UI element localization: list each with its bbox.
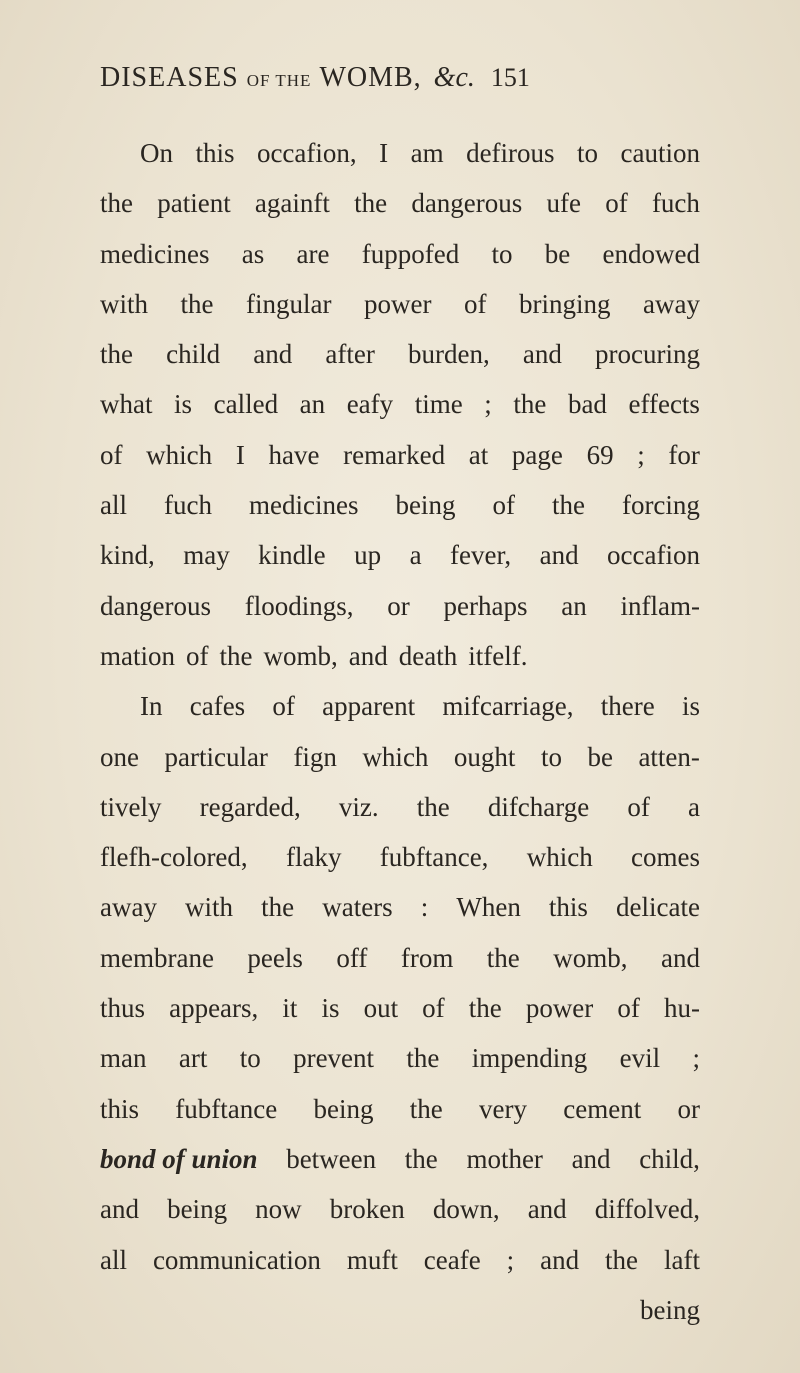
word: prevent — [293, 1043, 375, 1074]
word: for — [668, 439, 700, 470]
word: On — [140, 138, 173, 168]
text-line — [100, 430, 700, 480]
word: mifcarriage, — [442, 691, 574, 722]
word: regarded, — [199, 791, 301, 822]
word: effects — [628, 389, 700, 420]
text-line — [100, 480, 700, 530]
word: power — [364, 288, 432, 319]
word: mother — [466, 1143, 543, 1174]
word: from — [400, 942, 454, 973]
catchword — [100, 1285, 700, 1335]
word: now — [255, 1194, 302, 1225]
word: being — [313, 1093, 374, 1124]
word: ought — [453, 741, 516, 772]
word: there — [600, 691, 655, 722]
word: is — [321, 993, 340, 1024]
word: or — [677, 1093, 700, 1124]
text-line — [100, 983, 700, 1033]
word: broken — [329, 1194, 405, 1225]
header-title-of-the: OF THE — [246, 71, 312, 90]
text-line — [100, 128, 700, 178]
word: the — [486, 942, 520, 973]
word: away — [642, 288, 700, 319]
header-title-diseases: DISEASES — [100, 62, 239, 93]
word: ceafe — [423, 1244, 481, 1275]
word: diffolved, — [594, 1194, 700, 1225]
catchword-text: being — [640, 1294, 700, 1325]
word: of — [463, 288, 487, 319]
word: perhaps — [443, 590, 528, 621]
word: ufe — [546, 188, 581, 219]
text-line — [100, 1235, 700, 1285]
word: out — [363, 993, 399, 1024]
word: impending — [471, 1043, 588, 1074]
word: all — [100, 490, 127, 521]
text-line — [100, 530, 700, 580]
word: the — [219, 640, 253, 671]
word: fuch — [651, 188, 700, 219]
word: page — [511, 439, 563, 470]
word: medicines — [100, 238, 210, 269]
word: and — [100, 1194, 139, 1225]
word: and — [348, 640, 388, 671]
text-line — [100, 681, 700, 731]
word: the — [468, 993, 502, 1024]
word: the — [551, 490, 585, 521]
word: which — [362, 741, 429, 772]
word: to — [491, 238, 513, 269]
word: particular — [164, 741, 268, 772]
word: dangerous — [411, 188, 523, 219]
word: being — [167, 1194, 228, 1225]
word: what — [100, 389, 153, 420]
word: a — [409, 540, 422, 571]
word: hu- — [663, 993, 700, 1024]
word: defirous — [466, 138, 555, 168]
word: fingular — [246, 288, 332, 319]
word: fubftance, — [379, 842, 489, 873]
page-number: 151 — [490, 63, 530, 92]
word: procuring — [595, 339, 700, 370]
word: art — [178, 1043, 208, 1074]
word: of — [272, 691, 295, 722]
text-line — [100, 832, 700, 882]
word: flaky — [285, 842, 342, 873]
word: of — [605, 188, 628, 219]
word: to — [577, 138, 599, 168]
word: waters — [322, 892, 393, 923]
text-line — [100, 1134, 700, 1184]
word: the — [180, 288, 214, 319]
word: the — [404, 1143, 438, 1174]
word: mation — [100, 640, 175, 671]
word: ; — [506, 1244, 515, 1275]
word: an — [561, 590, 587, 621]
text-line — [100, 732, 700, 782]
word: the — [354, 188, 388, 219]
text-line — [100, 178, 700, 228]
word: be — [587, 741, 613, 772]
word: the — [605, 1244, 639, 1275]
word: forcing — [621, 490, 700, 521]
word: comes — [631, 842, 700, 873]
text-line — [100, 329, 700, 379]
word: with — [185, 892, 234, 923]
word: and — [660, 942, 700, 973]
word: off — [336, 942, 368, 973]
text-line — [100, 631, 700, 681]
word: which — [146, 439, 213, 470]
word: bad — [567, 389, 607, 420]
word: of — [186, 640, 209, 671]
body-text — [100, 128, 700, 1335]
word: itfelf. — [468, 640, 528, 671]
word: the — [100, 339, 133, 370]
word: apparent — [322, 691, 416, 722]
word: : — [420, 892, 429, 923]
text-line — [100, 581, 700, 631]
word: of — [100, 439, 123, 470]
word: fever, — [450, 540, 512, 571]
word: cafes — [189, 691, 246, 722]
word: the — [100, 188, 133, 219]
word: of — [422, 993, 445, 1024]
word: medicines — [248, 490, 359, 521]
word: tively — [100, 791, 162, 822]
word: and — [571, 1143, 611, 1174]
word: with — [100, 288, 149, 319]
word: child, — [639, 1143, 700, 1174]
word: endowed — [602, 238, 700, 269]
word: bond of union — [100, 1143, 258, 1174]
word: have — [268, 439, 320, 470]
word: againft — [254, 188, 330, 219]
word: at — [468, 439, 489, 470]
word: fubftance — [175, 1093, 278, 1124]
word: and — [527, 1194, 567, 1225]
word: being — [395, 490, 456, 521]
word: inflam- — [620, 590, 700, 621]
word: as — [241, 238, 265, 269]
text-line — [100, 379, 700, 429]
word: I — [379, 138, 389, 168]
word: communication — [152, 1244, 321, 1275]
word: and — [253, 339, 293, 370]
word: it — [282, 993, 298, 1024]
word: and — [539, 540, 579, 571]
word: down, — [432, 1194, 500, 1225]
word: womb, — [553, 942, 628, 973]
word: caution — [620, 138, 700, 168]
word: burden, — [408, 339, 490, 370]
word: this — [100, 1093, 140, 1124]
header-etc: &c. — [433, 62, 475, 93]
word: difcharge — [487, 791, 590, 822]
word: the — [409, 1093, 443, 1124]
word: atten- — [638, 741, 700, 772]
word: muft — [346, 1244, 398, 1275]
word: to — [540, 741, 562, 772]
word: am — [410, 138, 444, 168]
word: delicate — [616, 892, 700, 923]
running-header — [100, 62, 700, 112]
word: very — [479, 1093, 527, 1124]
word: ; — [637, 439, 645, 470]
word: thus — [100, 993, 146, 1024]
word: laft — [663, 1244, 700, 1275]
word: appears, — [169, 993, 259, 1024]
word: to — [239, 1043, 261, 1074]
header-title-womb: WOMB, — [319, 62, 422, 93]
word: or — [387, 590, 410, 621]
word: be — [544, 238, 571, 269]
word: after — [325, 339, 375, 370]
text-line — [100, 229, 700, 279]
word: and — [540, 1244, 580, 1275]
text-line — [100, 1084, 700, 1134]
word: remarked — [343, 439, 446, 470]
word: evil — [619, 1043, 661, 1074]
word: kind, — [100, 540, 155, 571]
word: child — [166, 339, 221, 370]
word: all — [100, 1244, 127, 1275]
word: power — [525, 993, 594, 1024]
word: an — [299, 389, 326, 420]
word: I — [235, 439, 245, 470]
word: bringing — [518, 288, 611, 319]
word: time — [414, 389, 463, 420]
word: and — [522, 339, 562, 370]
word: occafion — [607, 540, 700, 571]
word: this — [195, 138, 235, 168]
word: of — [627, 791, 650, 822]
word: peels — [247, 942, 303, 973]
word: death — [398, 640, 458, 671]
word: the — [513, 389, 547, 420]
word: ; — [692, 1043, 700, 1074]
word: eafy — [346, 389, 394, 420]
word: In — [140, 691, 163, 722]
word: viz. — [338, 791, 379, 822]
word: patient — [157, 188, 231, 219]
word: fuppofed — [361, 238, 460, 269]
text-line — [100, 782, 700, 832]
word: called — [213, 389, 279, 420]
text-line — [100, 1033, 700, 1083]
text-line — [100, 882, 700, 932]
word: one — [100, 741, 139, 772]
word: of — [617, 993, 640, 1024]
word: up — [354, 540, 382, 571]
word: this — [548, 892, 588, 923]
word: floodings, — [244, 590, 354, 621]
text-line — [100, 1184, 700, 1234]
word: the — [416, 791, 450, 822]
word: ; — [484, 389, 492, 420]
word: cement — [563, 1093, 642, 1124]
word: the — [406, 1043, 440, 1074]
word: is — [174, 389, 193, 420]
word: man — [100, 1043, 147, 1074]
word: womb, — [263, 640, 338, 671]
word: which — [526, 842, 593, 873]
word: 69 — [586, 439, 614, 470]
word: are — [296, 238, 330, 269]
word: may — [183, 540, 230, 571]
word: When — [456, 892, 521, 923]
word: is — [681, 691, 700, 722]
word: membrane — [100, 942, 214, 973]
word: fuch — [164, 490, 212, 521]
word: kindle — [258, 540, 326, 571]
word: dangerous — [100, 590, 211, 621]
word: flefh-colored, — [100, 842, 248, 873]
text-line — [100, 279, 700, 329]
word: occafion, — [256, 138, 357, 168]
word: of — [492, 490, 515, 521]
word: a — [687, 791, 700, 822]
word: between — [286, 1143, 377, 1174]
word: fign — [293, 741, 337, 772]
word: away — [100, 892, 157, 923]
text-line — [100, 933, 700, 983]
word: the — [261, 892, 295, 923]
